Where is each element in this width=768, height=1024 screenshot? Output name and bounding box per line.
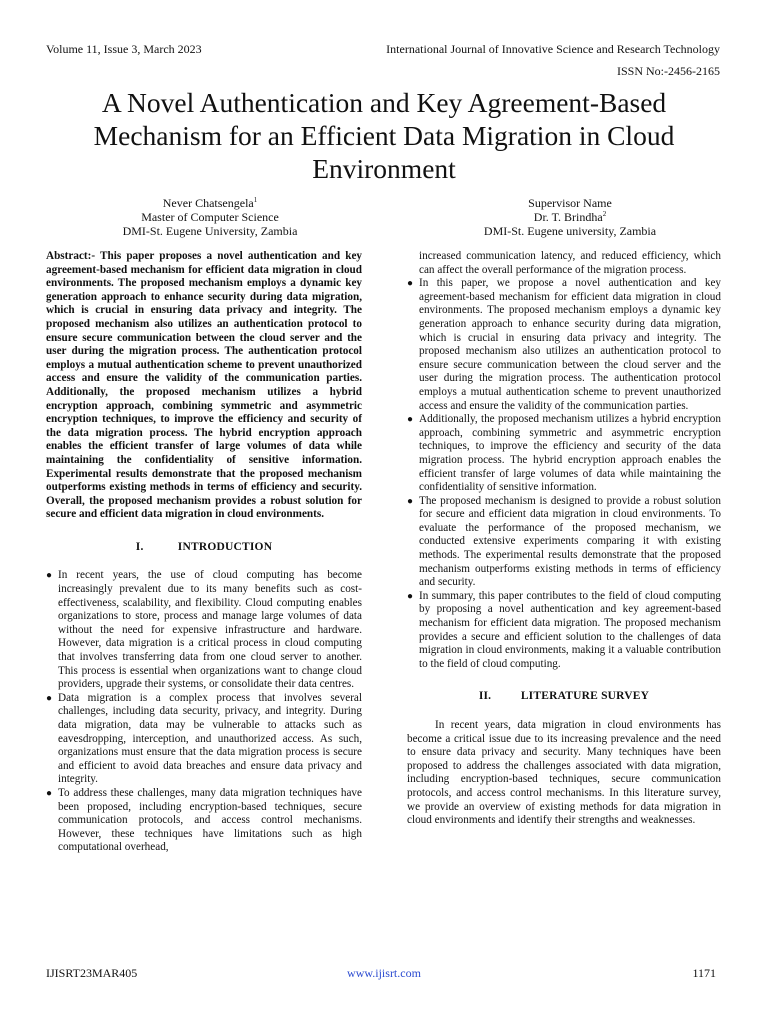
bullet-icon: ●	[46, 787, 53, 799]
list-item-text: Additionally, the proposed mechanism utilizes a hybrid encryption approach, combining symmetric and asymmetric encryption techniques, to improve the efficiency and security of the data migration process. The hybrid encryption approach enables the efficient transfer of large volumes of data while maintaining the confidentiality of sensitive information.	[419, 413, 721, 494]
section-heading-introduction	[46, 541, 362, 555]
bullet-icon: ●	[46, 570, 53, 582]
intro-bullet-list	[46, 569, 362, 854]
list-item	[407, 413, 721, 495]
footer-id: IJISRT23MAR405	[46, 966, 138, 980]
section-title: LITERATURE SURVEY	[520, 690, 650, 703]
list-item-text: The proposed mechanism is designed to provide a robust solution for secure and efficient data migration in cloud environments. To evaluate the performance of the proposed mechanism, we conducted extensive experiments comparing it with existing methods. The experimental results demonstrate that the proposed mechanism outperforms existing methods in terms of efficiency and security.	[419, 494, 721, 589]
list-item-text: In this paper, we propose a novel authentication and key agreement-based mechanism for efficient data migration in cloud environments. The proposed mechanism employs a dynamic key generation approach to enhance security during data migration, which is crucial in ensuring data privacy and integrity. The proposed mechanism also utilizes an authentication protocol to ensure secure communication between the cloud server and the user during the migration process. The authentication protocol employs a mutual authentication scheme to prevent unauthorized access and ensure the validity of the communication parties.	[419, 277, 721, 412]
literature-paragraph: In recent years, data migration in cloud environments has become a critical issue due to its increasing prevalence and the need to ensure data privacy and security. Many techniques have been proposed to address the challenges associated with data migration, including encryption-based techniques, secure communication protocols, and access control mechanisms. In this literature survey, we provide an overview of existing methods for data migration in cloud environments and identify their strengths and weaknesses.	[407, 719, 721, 827]
supervisor-sup: 2	[602, 210, 607, 218]
bullet-icon: ●	[46, 692, 53, 704]
header-issn: ISSN No:-2456-2165	[616, 64, 720, 78]
footer-page-number: 1171	[692, 966, 716, 980]
list-item-text: Data migration is a complex process that involves several challenges, including data security, privacy, and integrity. During data migration, data may be vulnerable to attacks such as eavesdropping, interception, and unauthorized access. As such, organizations must ensure that the data migration process is secure and efficient to avoid data breaches and ensure data privacy and integrity.	[58, 691, 362, 786]
list-item-text: In recent years, the use of cloud computing has become increasingly prevalent due to its many benefits such as cost-effectiveness, scalability, and flexibility. Cloud computing enables organizations to store, process and manage large volumes of data without the need for expensive infrastructure and hardware. However, data migration is a critical process in cloud computing that involves transferring data from one cloud server to another. This process is essential when organizations want to change cloud providers, upgrade their systems, or consolidate their data centres.	[58, 569, 362, 691]
author-degree: Master of Computer Science	[141, 210, 279, 224]
author-block-1	[60, 196, 360, 238]
paper-title: A Novel Authentication and Key Agreement-Based Mechanism for an Efficient Data Migration in Cloud Environment	[93, 87, 675, 184]
header-journal: International Journal of Innovative Science and Research Technology	[386, 42, 720, 56]
list-item-text: In summary, this paper contributes to the field of cloud computing by proposing a novel authentication and key agreement-based mechanism for efficient data migration. The proposed mechanism provides a secure and efficient solution to the challenges of data migration in cloud environments, making it a valuable contribution to the field of cloud computing.	[419, 589, 721, 670]
bullet-icon: ●	[407, 414, 414, 426]
supervisor-affiliation: DMI-St. Eugene university, Zambia	[483, 224, 657, 238]
abstract: Abstract:- This paper proposes a novel authentication and key agreement-based mechanism for efficient data migration in cloud environments. The proposed mechanism employs a dynamic key generation approach to enhance security during data migration, which is crucial in ensuring data privacy and integrity. The proposed mechanism also utilizes an authentication protocol to ensure secure communication between the cloud server and the user during the migration process. The authentication protocol employs a mutual authentication scheme to prevent unauthorized access and ensure the validity of the communication parties. Additionally, the proposed mechanism utilizes a hybrid encryption approach, combining symmetric and asymmetric encryption techniques, to improve the efficiency and security of the data migration process. The hybrid encryption approach enables the efficient transfer of large volumes of data while maintaining the confidentiality of sensitive information. Experimental results demonstrate that the proposed mechanism outperforms existing methods in terms of efficiency and security. Overall, the proposed mechanism provides a robust solution for secure and efficient data migration in cloud environments.	[46, 250, 362, 521]
author-block-2	[420, 196, 720, 238]
bullet-icon: ●	[407, 495, 414, 507]
footer-url-link[interactable]: www.ijisrt.com	[347, 966, 421, 980]
supervisor-name: Dr. T. Brindha	[533, 210, 603, 224]
list-item-text: To address these challenges, many data migration techniques have been proposed, including encryption-based techniques, secure communication protocols, and access control mechanisms. However, these techniques have limitations such as high computational overhead,	[58, 786, 362, 854]
left-column	[46, 250, 362, 855]
list-item	[46, 692, 362, 787]
supervisor-label: Supervisor Name	[528, 196, 612, 210]
author-name: Never Chatsengela	[162, 196, 254, 210]
section-title: INTRODUCTION	[177, 540, 273, 553]
author-sup: 1	[253, 196, 258, 204]
section-number: II.	[478, 690, 492, 703]
bullet-icon: ●	[407, 278, 414, 290]
list-item	[407, 277, 721, 413]
list-item	[46, 569, 362, 691]
right-column	[407, 250, 721, 828]
list-item	[407, 590, 721, 672]
section-number: I.	[135, 540, 144, 553]
author-affiliation: DMI-St. Eugene University, Zambia	[122, 224, 298, 238]
list-item	[46, 787, 362, 855]
intro-bullet-list-continued	[407, 277, 721, 671]
bullet-icon: ●	[407, 590, 414, 602]
section-heading-literature	[407, 690, 721, 704]
list-item	[407, 495, 721, 590]
header-volume: Volume 11, Issue 3, March 2023	[46, 42, 202, 56]
bullet-continuation: increased communication latency, and reduced efficiency, which can affect the overall performance of the migration process.	[419, 250, 721, 276]
